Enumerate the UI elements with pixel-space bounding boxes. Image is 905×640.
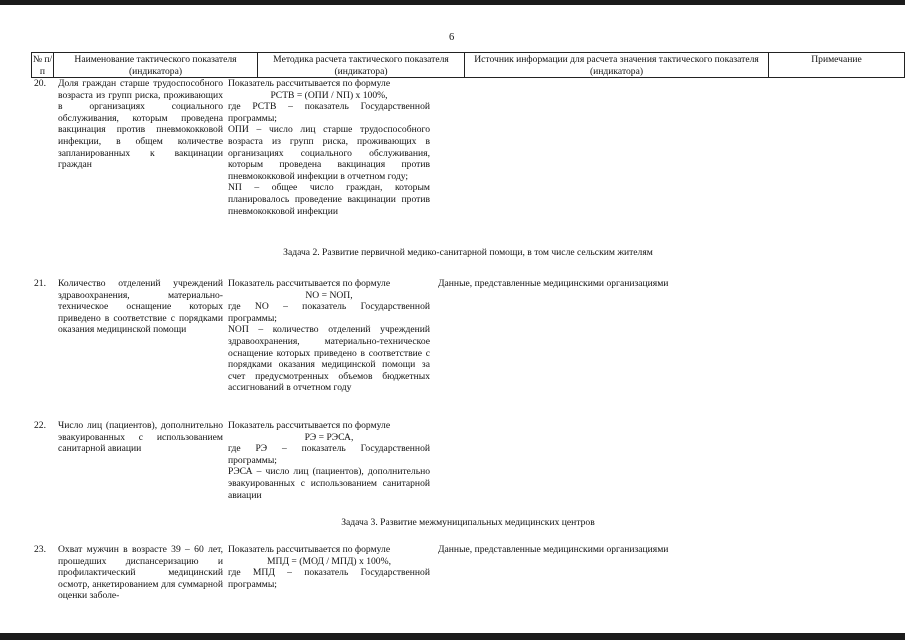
header-source: Источник информации для расчета значения тактического показателя (индикатора)	[464, 53, 768, 77]
method-intro: Показатель рассчитывается по формуле	[228, 78, 391, 89]
method-intro: Показатель рассчитывается по формуле	[228, 420, 391, 431]
method-cell	[228, 544, 430, 590]
task-heading: Задача 3. Развитие межмуниципальных медицинских центров	[341, 517, 595, 528]
source-cell: Данные, представленные медицинскими организациями	[438, 544, 669, 555]
formula: PСТВ = (OПИ / NП) x 100%,	[270, 89, 388, 101]
header-num: № п/п	[32, 54, 53, 77]
method-intro: Показатель рассчитывается по формуле	[228, 278, 391, 289]
header-method: Методика расчета тактического показателя (индикатора)	[257, 53, 464, 77]
method-cell	[228, 78, 430, 217]
indicator-name: Доля граждан старше трудоспособного возраста из групп риска, проживающих в организациях социального обслуживания, которым проведена вакцинация против пневмококковой инфекции, в общем количестве запланированных к вакцинации граждан	[58, 78, 223, 171]
bottom-border	[0, 633, 905, 640]
formula: MПД = (MОД / MПД) x 100%,	[267, 555, 391, 567]
method-line: OПИ – число лиц старше трудоспособного возраста из групп риска, проживающих в организациях социального обслуживания, которым проведена вакцинация против пневмококковой инфекции в отчетном году;	[228, 124, 430, 182]
method-line: где MПД – показатель Государственной программы;	[228, 567, 430, 590]
method-line: NП – общее число граждан, которым планировалось проведение вакцинации против пневмококковой инфекции	[228, 182, 430, 217]
row-number: 20.	[34, 78, 46, 89]
method-cell	[228, 278, 430, 394]
header-note: Примечание	[768, 53, 905, 77]
task-heading: Задача 2. Развитие первичной медико-санитарной помощи, в том числе сельским жителям	[283, 247, 653, 258]
method-line: NОП – количество отделений учреждений здравоохранения, материально-техническое оснащение которых приведено в соответствие с порядками оказания медицинской помощи за счет предусмотренных объемов бюджетных ассигнований в отчетном году	[228, 324, 430, 394]
method-line: где NО – показатель Государственной программы;	[228, 301, 430, 324]
page-number: 6	[449, 32, 455, 43]
top-border	[0, 0, 905, 5]
source-cell: Данные, представленные медицинскими организациями	[438, 278, 669, 289]
method-line: где PЭ – показатель Государственной программы;	[228, 443, 430, 466]
method-intro: Показатель рассчитывается по формуле	[228, 544, 391, 555]
indicator-name: Количество отделений учреждений здравоохранения, материально-техническое оснащение которых приведено в соответствие с порядками оказания медицинской помощи	[58, 278, 223, 336]
formula: PЭ = PЭСА,	[304, 431, 354, 443]
indicator-name: Охват мужчин в возрасте 39 – 60 лет, прошедших диспансеризацию и профилактический медицинский осмотр, анкетированием для суммарной оценки заболе-	[58, 544, 223, 602]
method-line: где PСТВ – показатель Государственной программы;	[228, 101, 430, 124]
method-line: PЭСА – число лиц (пациентов), дополнительно эвакуированных с использованием санитарной авиации	[228, 466, 430, 501]
formula: NО = NОП,	[305, 289, 353, 301]
row-number: 21.	[34, 278, 46, 289]
row-number: 22.	[34, 420, 46, 431]
table-header	[31, 52, 905, 78]
header-name: Наименование тактического показателя (индикатора)	[53, 53, 257, 77]
row-number: 23.	[34, 544, 46, 555]
method-cell	[228, 420, 430, 501]
indicator-name: Число лиц (пациентов), дополнительно эвакуированных с использованием санитарной авиации	[58, 420, 223, 455]
